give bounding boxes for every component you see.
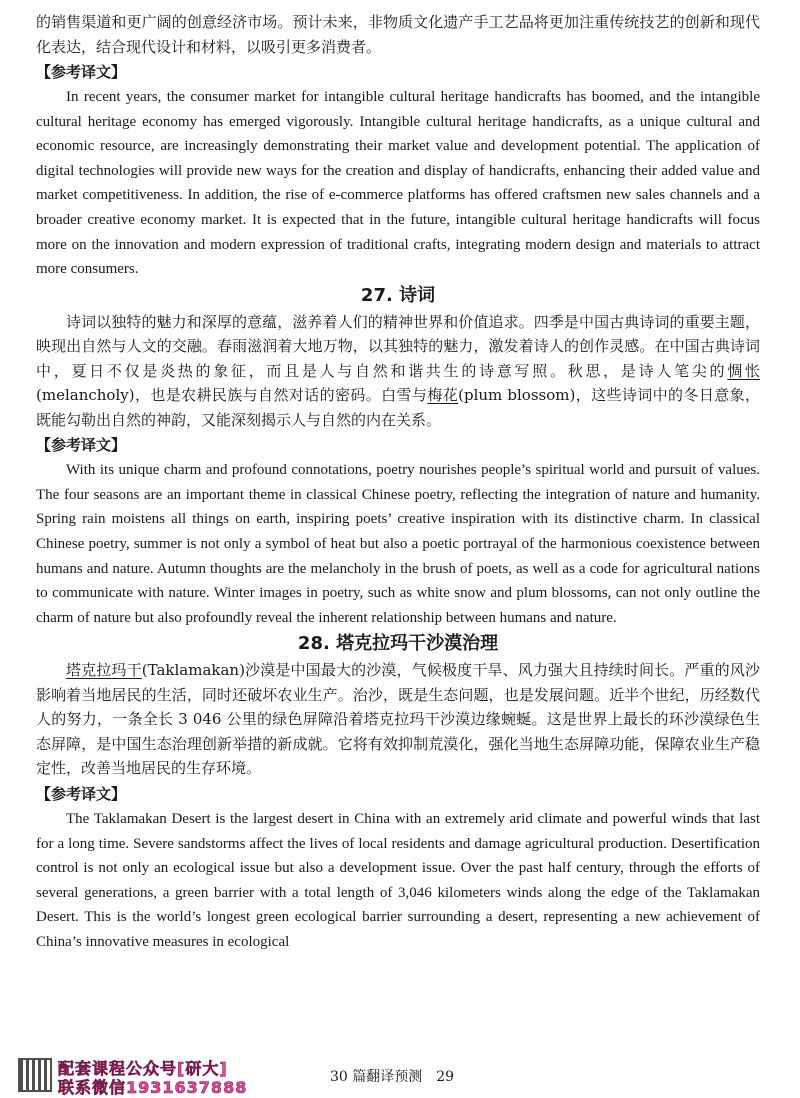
reference-translation-label: 【参考译文】 — [36, 784, 127, 803]
page-info — [330, 1066, 468, 1086]
intro-english-translation: In recent years, the consumer market for intangible cultural heritage handicrafts has boomed, and the intangible cultural heritage economy has emerged vigorously. Intangible cultural heritage handicrafts, as a unique cultural and economic resource, are increasingly demonstrating their market value and development potential. The application of digital technologies will provide new ways for the creation and display of handicrafts, enhancing their added value and market competitiveness. In addition, the rise of e-commerce platforms has offered craftsmen new sales channels and a broader creative economy market. It is expected that in the future, intangible cultural heritage handicrafts will focus more on the innovation and modern expression of traditional crafts, integrating modern design and materials to attract more consumers. — [36, 89, 760, 278]
term-taklamakan: 塔克拉玛干 — [66, 661, 142, 680]
section-27-title: 27. 诗词 — [360, 284, 436, 306]
page-number: 29 — [436, 1069, 455, 1085]
section-27-chinese — [36, 310, 760, 433]
reference-translation-label: 【参考译文】 — [36, 63, 127, 81]
section-28-english: The Taklamakan Desert is the largest desert in China with an extremely arid climate and powerful winds that last for a long time. Severe sandstorms affect the lives of local residents and damage agricultural production. Desertification control is not only an ecological issue but also a development issue. Over the past half century, through the efforts of several generations, a green barrier with a total length of 3,046 kilometers winds along the edge of the Taklamakan Desert. This is the world’s longest green ecological barrier surrounding a desert, representing a new achievement of China’s innovative measures in ecological — [36, 810, 760, 950]
intro-chinese-tail: 的销售渠道和更广阔的创意经济市场。预计未来，非物质文化遗产手工艺品将更加注重传统技艺的创新和现代化表达，结合现代设计和材料，以吸引更多消费者。 — [36, 13, 760, 56]
section-27-zh-part-b: (melancholy)，也是农耕民族与自然对话的密码。白雪与 — [36, 386, 428, 405]
section-28-title: 28. 塔克拉玛干沙漠治理 — [297, 633, 499, 655]
page-footer — [0, 1059, 800, 1097]
watermark-line-2: 联系微信1931637888 — [58, 1078, 248, 1097]
book-title: 30 篇翻译预测 — [330, 1069, 423, 1085]
section-27-english: With its unique charm and profound connotations, poetry nourishes people’s spiritual world and pursuit of values. The four seasons are an important theme in classical Chinese poetry, reflecting the integration of nature and humanity. Spring rain moistens all things on earth, inspiring poets’ creative inspiration with its distinctive charm. In classical Chinese poetry, summer is not only a symbol of heat but also a poetic portrayal of the harmonious coexistence between humans and nature. Autumn thoughts are the melancholy in the brush of poets, as well as a code for agricultural nations to communicate with nature. Winter images in poetry, such as white snow and plum blossoms, can not only outline the charm of nature but also profoundly reveal the inherent relationship between humans and nature. — [36, 462, 760, 626]
reference-translation-label: 【参考译文】 — [36, 436, 127, 455]
watermark-line-1: 配套课程公众号[研大] — [58, 1059, 228, 1078]
section-27-zh-part-c: (plum blossom)，这些诗词中的冬日意象，既能勾勒出自然的神韵，又能深刻揭示人与自然的内在关系。 — [36, 386, 760, 429]
document-page — [36, 10, 760, 954]
term-melancholy: 惆怅 — [727, 361, 760, 380]
section-28-zh-rest: (Taklamakan)沙漠是中国最大的沙漠，气候极度干旱、风力强大且持续时间长。严重的风沙影响着当地居民的生活，同时还破坏农业生产。治沙，既是生态问题，也是发展问题。近半个世纪，历经数代人的努力，一条全长 3 046 公里的绿色屏障沿着塔克拉玛干沙漠边缘蜿蜒。这是世界上最长的环沙漠绿色生态屏障，是中国生态治理创新举措的新成就。它将有效抑制荒漠化，强化当地生态屏障功能，保障农业生产稳定性，改善当地居民的生存环境。 — [36, 661, 760, 778]
section-28-chinese — [36, 658, 760, 781]
section-27-zh-part-a: 诗词以独特的魅力和深厚的意蕴，滋养着人们的精神世界和价值追求。四季是中国古典诗词的重要主题，映现出自然与人文的交融。春雨滋润着大地万物，以其独特的魅力，激发着诗人的创作灵感。在中国古典诗词中，夏日不仅是炎热的象征，而且是人与自然和谐共生的诗意写照。秋思，是诗人笔尖的 — [36, 312, 760, 380]
qr-code-icon — [18, 1058, 52, 1092]
term-plum-blossom: 梅花 — [427, 386, 459, 405]
